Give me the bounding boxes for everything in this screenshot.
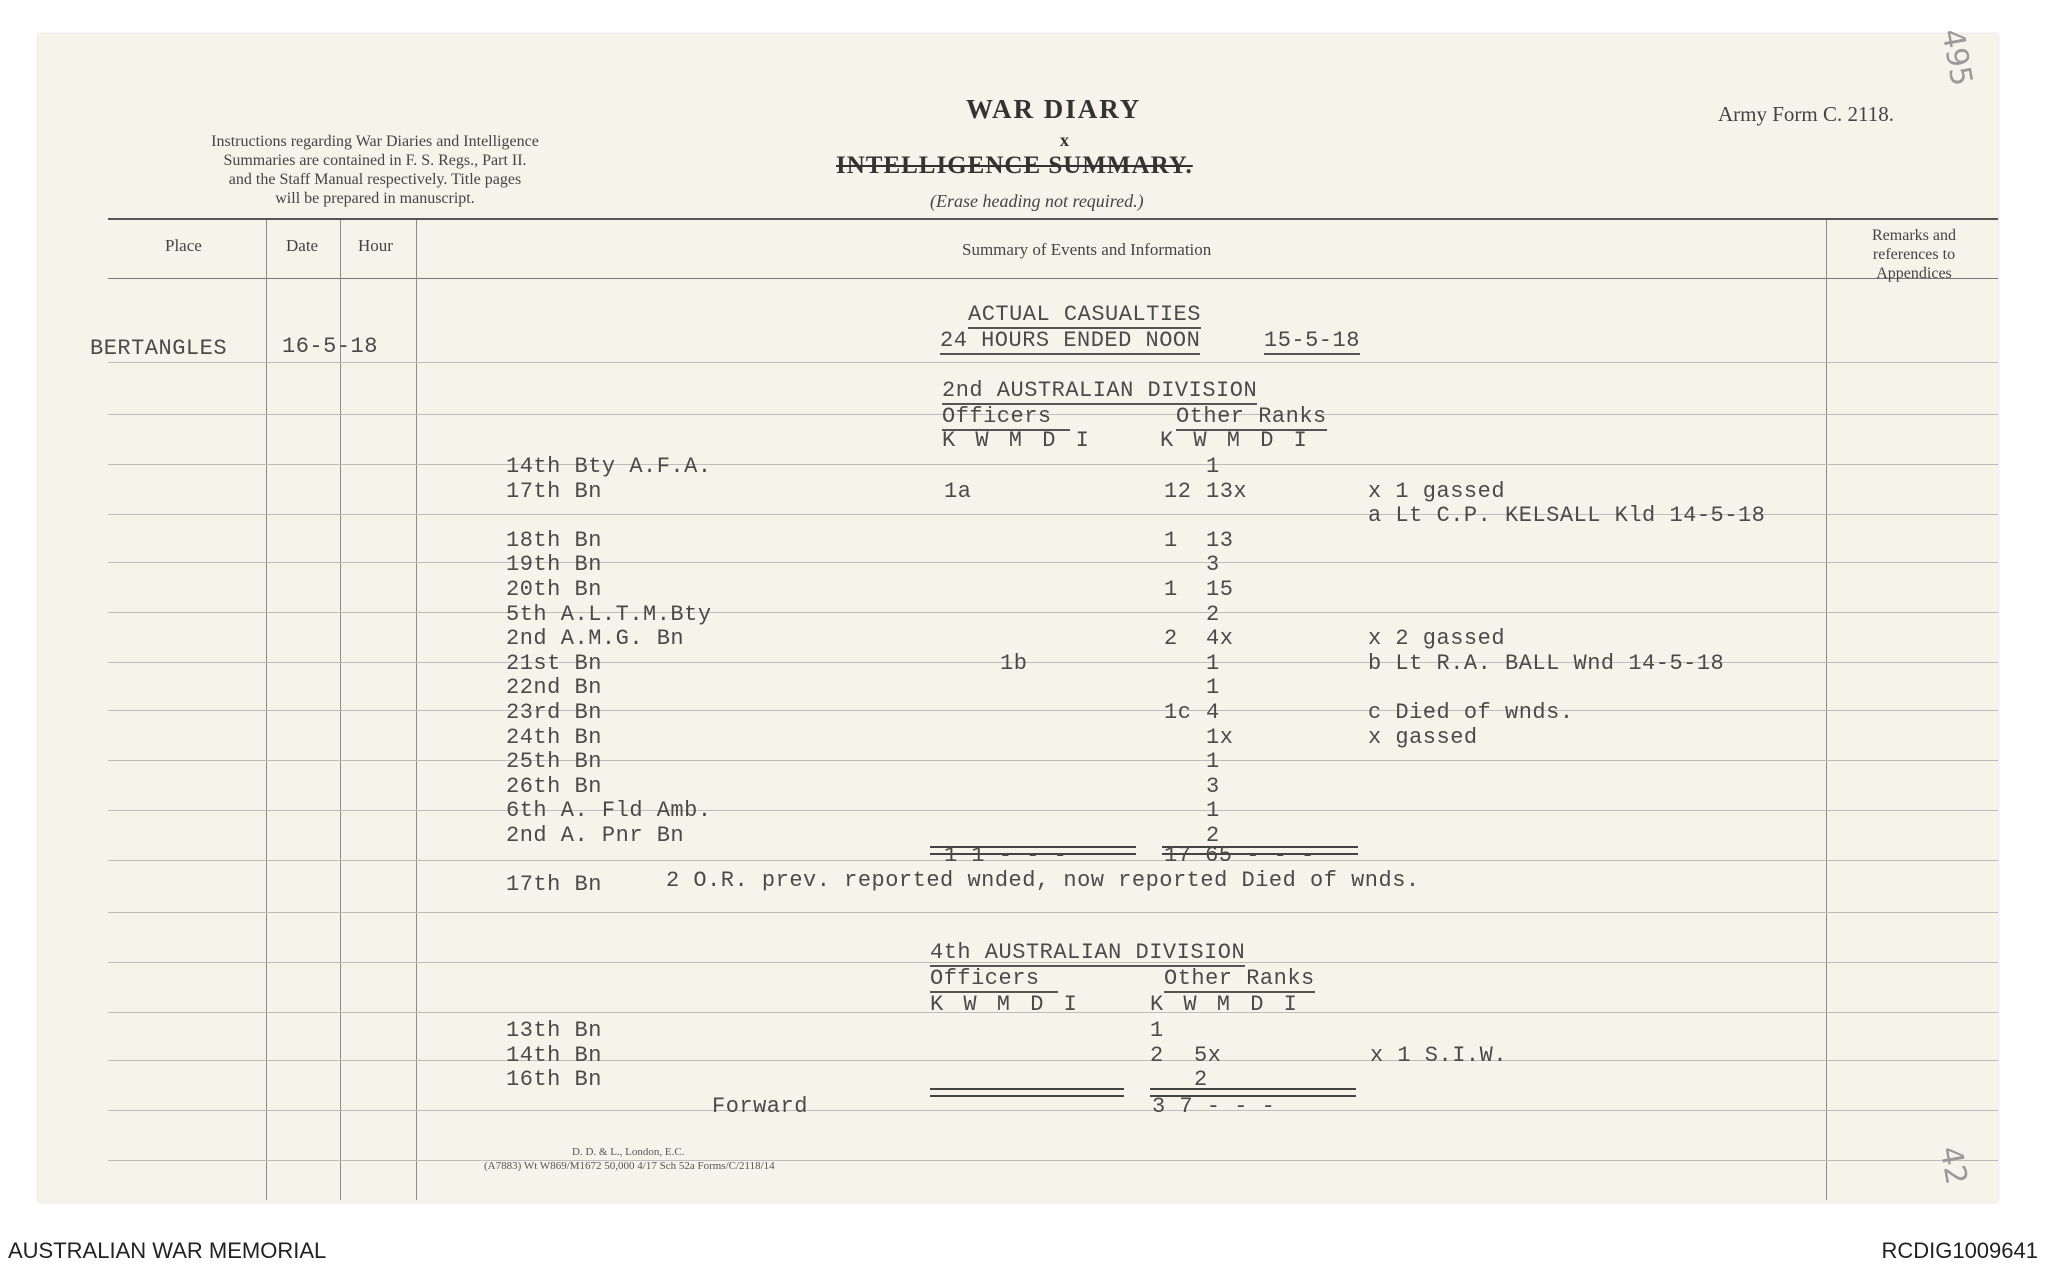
ruled-line bbox=[108, 464, 1998, 465]
division2-officers-label: Officers bbox=[942, 404, 1070, 431]
unit-name: 25th Bn bbox=[506, 749, 602, 774]
or-killed-value: 1 bbox=[1150, 1018, 1164, 1043]
hours-ended-heading: 24 HOURS ENDED NOON bbox=[940, 328, 1201, 353]
or-mark: x bbox=[1060, 130, 1069, 150]
ruled-line bbox=[108, 760, 1998, 761]
unit-name: 2nd A. Pnr Bn bbox=[506, 823, 685, 848]
division2-or-columns: K W M D I bbox=[1160, 428, 1308, 453]
remark-text: x gassed bbox=[1368, 725, 1478, 750]
form-title: WAR DIARY bbox=[966, 94, 1142, 124]
or-wounded-value: 13 bbox=[1206, 528, 1234, 553]
remark-text: x 1 gassed bbox=[1368, 479, 1506, 504]
or-wounded-value: 2 bbox=[1206, 602, 1220, 627]
army-form-label: Army Form C. 2118. bbox=[1718, 102, 1894, 126]
col-header-remarks bbox=[1832, 226, 1996, 283]
or-wounded-value: 3 bbox=[1206, 774, 1220, 799]
unit-name: 23rd Bn bbox=[506, 700, 602, 725]
or-killed-value: 12 bbox=[1164, 479, 1192, 504]
division4-officers-label: Officers bbox=[930, 966, 1058, 993]
casualties-heading: ACTUAL CASUALTIES bbox=[968, 302, 1201, 327]
handwritten-page-number: 495 bbox=[1934, 26, 1979, 89]
unit-name: 26th Bn bbox=[506, 774, 602, 799]
division2-note-text: 2 O.R. prev. reported wnded, now reported Died of wnds. bbox=[666, 868, 1420, 893]
remarks-line: Remarks and bbox=[1872, 227, 1956, 244]
or-wounded-value: 2 bbox=[1194, 1067, 1208, 1092]
remark-text: x 2 gassed bbox=[1368, 626, 1506, 651]
printer-line-1: D. D. & L., London, E.C. bbox=[572, 1146, 685, 1158]
officer-value: 1b bbox=[1000, 651, 1028, 676]
or-wounded-value: 1 bbox=[1206, 454, 1220, 479]
unit-name: 2nd A.M.G. Bn bbox=[506, 626, 685, 651]
remark-text: c Died of wnds. bbox=[1368, 700, 1574, 725]
printer-line-2: (A7883) Wt W869/M1672 50,000 4/17 Sch 52a Forms/C/2118/14 bbox=[484, 1160, 775, 1172]
col-header-place: Place bbox=[165, 236, 202, 255]
ruled-line bbox=[108, 362, 1998, 363]
or-wounded-value: 2 bbox=[1206, 823, 1220, 848]
or-killed-value: 2 bbox=[1164, 626, 1178, 651]
table-header-rule bbox=[108, 278, 1998, 279]
footer-record-id: RCDIG1009641 bbox=[1881, 1238, 2038, 1263]
or-wounded-value: 4 bbox=[1206, 700, 1220, 725]
ruled-line bbox=[108, 1160, 1998, 1161]
or-killed-value: 1 bbox=[1164, 577, 1178, 602]
instructions-line: will be prepared in manuscript. bbox=[275, 190, 475, 207]
instructions-block bbox=[150, 132, 600, 208]
or-wounded-value: 4x bbox=[1206, 626, 1234, 651]
unit-name: 6th A. Fld Amb. bbox=[506, 798, 712, 823]
or-wounded-value: 15 bbox=[1206, 577, 1234, 602]
remarks-line: references to bbox=[1872, 246, 1956, 263]
remark-text: x 1 S.I.W. bbox=[1370, 1043, 1508, 1068]
unit-name: 20th Bn bbox=[506, 577, 602, 602]
or-wounded-value: 1 bbox=[1206, 749, 1220, 774]
or-wounded-value: 3 bbox=[1206, 552, 1220, 577]
unit-name: 5th A.L.T.M.Bty bbox=[506, 602, 712, 627]
form-subtitle: INTELLIGENCE SUMMARY. bbox=[836, 152, 1193, 179]
division4-or-columns: K W M D I bbox=[1150, 992, 1298, 1017]
footer-institution: AUSTRALIAN WAR MEMORIAL bbox=[8, 1238, 327, 1263]
division4-name: 4th AUSTRALIAN DIVISION bbox=[930, 940, 1246, 965]
or-wounded-value: 5x bbox=[1194, 1043, 1222, 1068]
remarks-line: Appendices bbox=[1876, 265, 1952, 282]
forward-label: Forward bbox=[712, 1094, 808, 1119]
col-header-summary: Summary of Events and Information bbox=[962, 240, 1212, 259]
ruled-line bbox=[108, 912, 1998, 913]
officer-value: 1a bbox=[944, 479, 972, 504]
ruled-line bbox=[108, 562, 1998, 563]
entry-date: 16-5-18 bbox=[282, 334, 378, 359]
hours-ended-date: 15-5-18 bbox=[1264, 328, 1360, 353]
division2-or-total: 17 65 - - - bbox=[1164, 843, 1315, 868]
unit-name: 14th Bn bbox=[506, 1043, 602, 1068]
division2-officer-columns: K W M D I bbox=[942, 428, 1090, 453]
division2-name: 2nd AUSTRALIAN DIVISION bbox=[942, 378, 1258, 403]
remark-text: b Lt R.A. BALL Wnd 14-5-18 bbox=[1368, 651, 1725, 676]
ruled-line bbox=[108, 810, 1998, 811]
division2-other-ranks-label: Other Ranks bbox=[1176, 404, 1327, 429]
division4-officer-columns: K W M D I bbox=[930, 992, 1078, 1017]
handwritten-folio-number: 42 bbox=[1932, 1143, 1974, 1188]
or-killed-value: 1 bbox=[1164, 528, 1178, 553]
forward-officer-rule bbox=[930, 1088, 1124, 1097]
or-wounded-value: 1x bbox=[1206, 725, 1234, 750]
or-killed-value: 1c bbox=[1164, 700, 1192, 725]
ruled-line bbox=[108, 612, 1998, 613]
division4-other-ranks-label: Other Ranks bbox=[1164, 966, 1315, 991]
entry-place: BERTANGLES bbox=[90, 336, 228, 361]
instructions-line: Instructions regarding War Diaries and Intelligence bbox=[211, 133, 539, 150]
division2-officer-total: 1 1 - - - bbox=[944, 843, 1068, 868]
or-killed-value: 2 bbox=[1150, 1043, 1164, 1068]
instructions-line: Summaries are contained in F. S. Regs., Part II. bbox=[223, 152, 527, 169]
or-wounded-value: 1 bbox=[1206, 675, 1220, 700]
or-wounded-value: 1 bbox=[1206, 798, 1220, 823]
col-header-date: Date bbox=[286, 236, 319, 255]
unit-name: 19th Bn bbox=[506, 552, 602, 577]
ruled-line bbox=[108, 1060, 1998, 1061]
forward-total: 3 7 - - - bbox=[1152, 1094, 1276, 1119]
unit-name: 22nd Bn bbox=[506, 675, 602, 700]
or-wounded-value: 1 bbox=[1206, 651, 1220, 676]
or-wounded-value: 13x bbox=[1206, 479, 1248, 504]
ruled-line bbox=[108, 710, 1998, 711]
unit-name: 16th Bn bbox=[506, 1067, 602, 1092]
unit-name: 24th Bn bbox=[506, 725, 602, 750]
unit-name: 13th Bn bbox=[506, 1018, 602, 1043]
remark-text: a Lt C.P. KELSALL Kld 14-5-18 bbox=[1368, 503, 1766, 528]
ruled-line bbox=[108, 1110, 1998, 1111]
division2-note-unit: 17th Bn bbox=[506, 872, 602, 897]
unit-name: 14th Bty A.F.A. bbox=[506, 454, 712, 479]
unit-name: 21st Bn bbox=[506, 651, 602, 676]
unit-name: 18th Bn bbox=[506, 528, 602, 553]
instructions-line: and the Staff Manual respectively. Title pages bbox=[228, 171, 522, 188]
erase-note: (Erase heading not required.) bbox=[930, 191, 1144, 211]
unit-name: 17th Bn bbox=[506, 479, 602, 504]
col-header-hour: Hour bbox=[358, 236, 393, 255]
table-top-rule bbox=[108, 218, 1998, 220]
